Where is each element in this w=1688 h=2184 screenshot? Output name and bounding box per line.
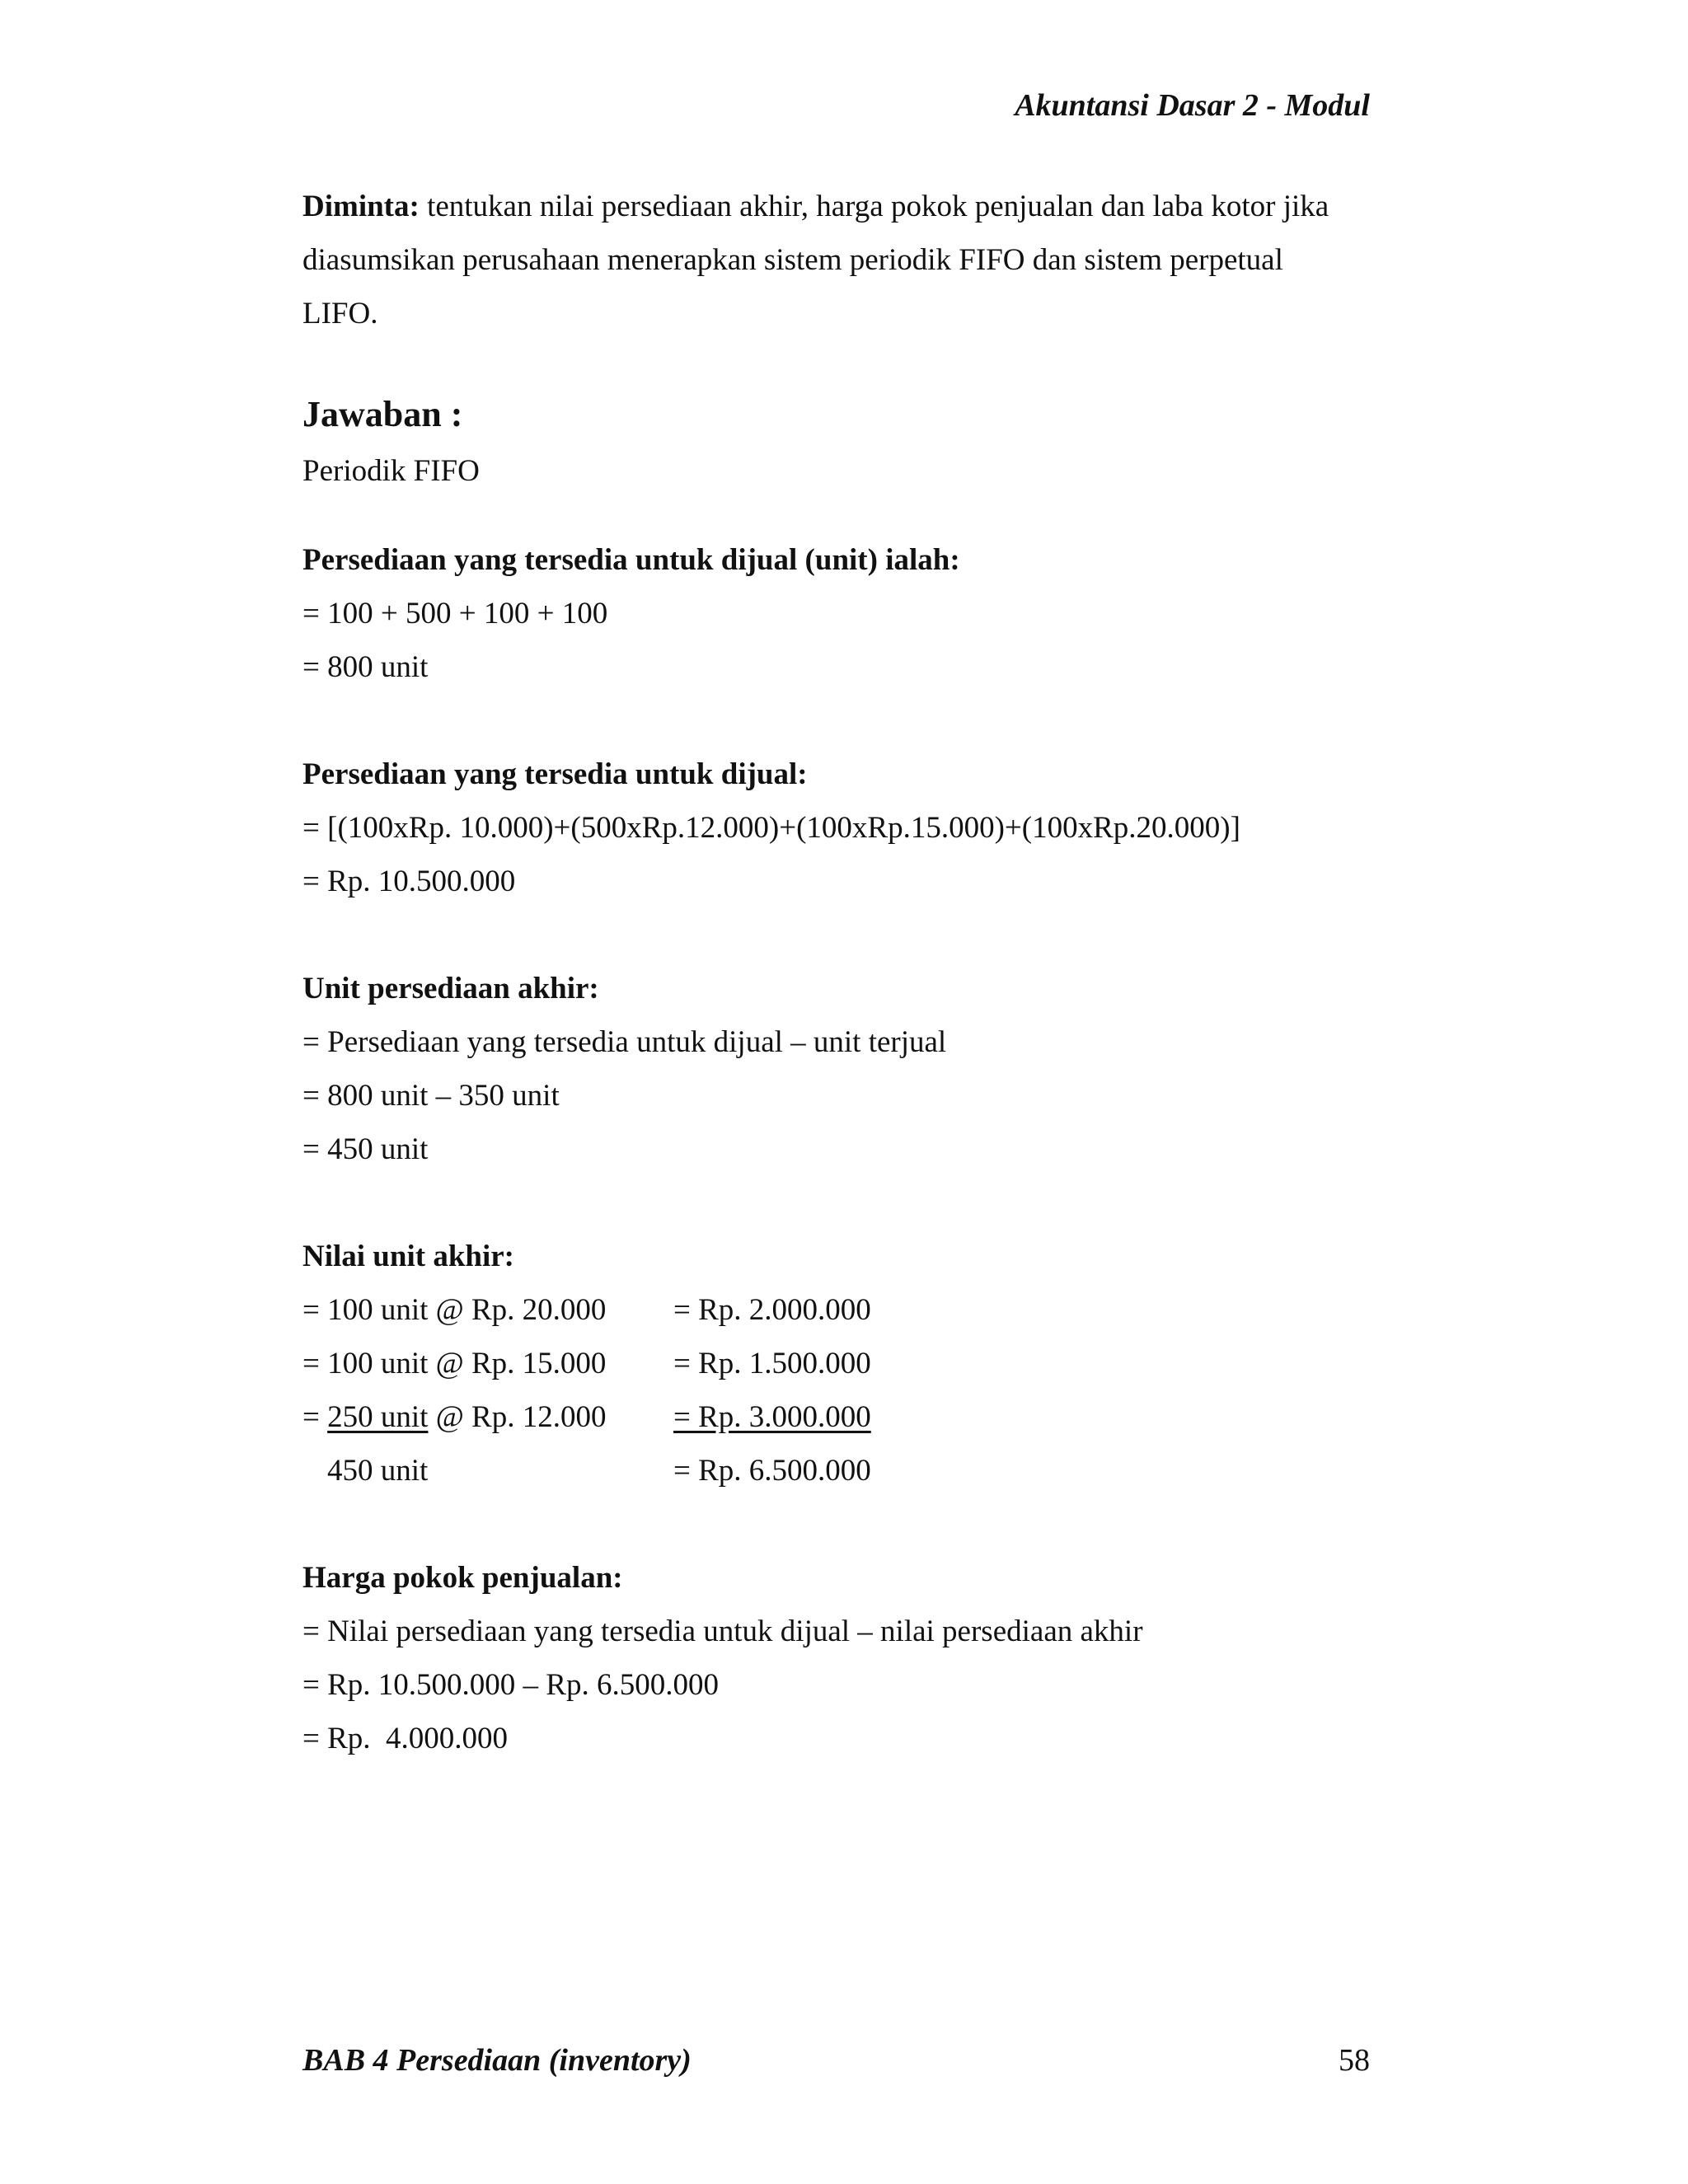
section-cogs <box>302 1551 1374 1765</box>
value-row-prefix: = <box>302 1400 328 1434</box>
value-row-right: = Rp. 2.000.000 <box>673 1293 871 1327</box>
problem-line-2: diasumsikan perusahaan menerapkan sistem periodik FIFO dan sistem perpetual <box>302 243 1283 277</box>
calc-line: = Rp. 4.000.000 <box>302 1722 509 1755</box>
value-row-left: 450 unit <box>327 1454 429 1488</box>
spacer <box>302 1497 1374 1551</box>
calc-line: = [(100xRp. 10.000)+(500xRp.12.000)+(100xRp.15.000)+(100xRp.20.000)] <box>302 811 1240 845</box>
calc-line: = Rp. 10.500.000 – Rp. 6.500.000 <box>302 1668 719 1702</box>
calc-line: = 800 unit <box>302 650 429 684</box>
value-row <box>302 1337 1374 1390</box>
calc-line: = Nilai persediaan yang tersedia untuk dijual – nilai persediaan akhir <box>302 1615 1143 1648</box>
value-row-right: = Rp. 1.500.000 <box>673 1347 871 1380</box>
calc-line: = Persediaan yang tersedia untuk dijual – unit terjual <box>302 1025 947 1059</box>
value-row <box>302 1283 1374 1337</box>
value-row-left: = 100 unit @ Rp. 20.000 <box>302 1293 607 1327</box>
calc-line: = 800 unit – 350 unit <box>302 1079 560 1113</box>
problem-text-1: tentukan nilai persediaan akhir, harga pokok penjualan dan laba kotor jika <box>419 190 1329 223</box>
value-row-underlined: 250 unit <box>327 1400 429 1434</box>
answer-heading: Jawaban : <box>302 394 463 434</box>
page-number: 58 <box>1339 2043 1370 2078</box>
running-header: Akuntansi Dasar 2 - Modul <box>1015 88 1370 123</box>
section-title: Persediaan yang tersedia untuk dijual: <box>302 757 808 791</box>
section-title: Nilai unit akhir: <box>302 1240 514 1273</box>
section-ending-units <box>302 962 1374 1176</box>
spacer <box>302 340 1374 385</box>
problem-line-1 <box>302 180 1374 233</box>
calc-line: = 450 unit <box>302 1132 429 1166</box>
value-row-suffix: @ Rp. 12.000 <box>428 1400 607 1434</box>
problem-label: Diminta: <box>302 190 420 223</box>
value-row-right: = Rp. 3.000.000 <box>673 1400 871 1434</box>
section-value-available <box>302 748 1374 908</box>
spacer <box>302 694 1374 748</box>
footer-chapter: BAB 4 Persediaan (inventory) <box>302 2043 692 2078</box>
spacer <box>302 908 1374 962</box>
spacer <box>302 1176 1374 1230</box>
section-units-available <box>302 533 1374 694</box>
spacer <box>302 498 1374 533</box>
section-title: Unit persediaan akhir: <box>302 972 599 1005</box>
section-ending-value <box>302 1230 1374 1497</box>
calc-line: = Rp. 10.500.000 <box>302 865 516 898</box>
section-title: Persediaan yang tersedia untuk dijual (unit) ialah: <box>302 543 960 577</box>
calc-line: = 100 + 500 + 100 + 100 <box>302 597 608 630</box>
value-row <box>302 1390 1374 1444</box>
value-row-right: = Rp. 6.500.000 <box>673 1454 871 1488</box>
problem-statement <box>302 180 1374 340</box>
section-title: Harga pokok penjualan: <box>302 1561 623 1595</box>
method-label: Periodik FIFO <box>302 454 480 488</box>
problem-line-3: LIFO. <box>302 297 378 330</box>
value-row-left <box>302 1390 673 1444</box>
value-row-left: = 100 unit @ Rp. 15.000 <box>302 1347 607 1380</box>
value-row-total <box>302 1444 1374 1497</box>
page-content <box>302 180 1374 1765</box>
